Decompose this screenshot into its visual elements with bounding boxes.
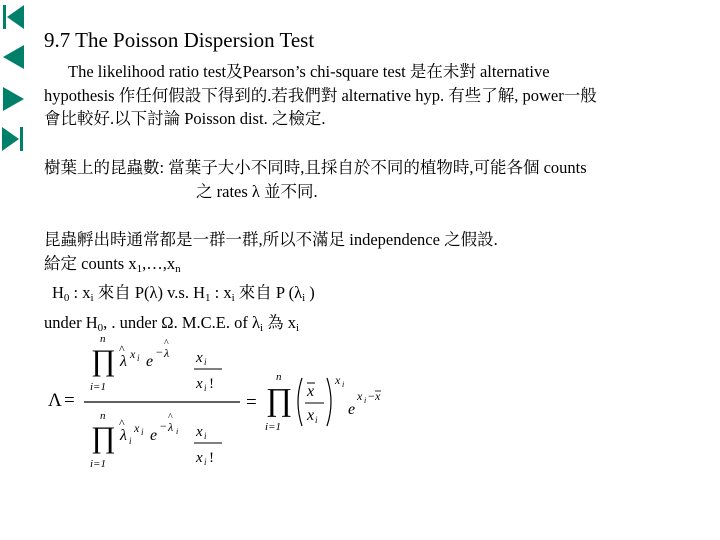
skip-to-first-icon [0, 2, 26, 32]
counts-line: 給定 counts $x_1,\dots,x_n$ [44, 253, 181, 275]
first-slide-button[interactable] [0, 2, 26, 34]
den-hat: ^ [119, 416, 125, 430]
num-e: e [146, 353, 154, 370]
num-exp-lambda: λ [164, 346, 170, 360]
num-xi-exp: x [130, 347, 136, 361]
den-exp-hat: ^ [168, 412, 173, 423]
num-frac-xfact-sub: i [204, 383, 207, 393]
num-frac-bang: ! [209, 376, 214, 392]
rhs-right-paren [327, 378, 331, 426]
num-frac-x: x [196, 350, 203, 366]
intro-line-2: hypothesis 作任何假設下得到的.若我們對 alternative hyp. 有些了解, power一般 [44, 85, 597, 105]
rhs-exp-x-sub: i [342, 380, 345, 389]
num-prod-lower: i=1 [90, 381, 106, 393]
slide-title: 9.7 The Poisson Dispersion Test [44, 28, 315, 52]
previous-triangle-icon [0, 42, 26, 72]
insect-example-paragraph [44, 156, 587, 203]
den-e: e [150, 427, 158, 444]
equals-sign-2: = [246, 392, 257, 413]
den-xi-exp: x [134, 421, 140, 435]
den-lambda-hat: λ [120, 427, 127, 444]
skip-to-last-icon [0, 124, 26, 154]
den-product-symbol: ∏ [91, 421, 116, 454]
den-frac-x: x [196, 424, 203, 440]
intro-line-3: 會比較好.以下討論 Poisson dist. 之檢定. [44, 109, 326, 128]
den-lambda-sub: i [129, 436, 132, 446]
rhs-x-sub: i [315, 415, 318, 425]
next-slide-button[interactable] [0, 84, 26, 116]
num-frac-xfact: x [196, 376, 203, 392]
previous-slide-button[interactable] [0, 42, 26, 74]
den-prod-upper: n [100, 410, 106, 422]
num-exp-hat: ^ [164, 338, 169, 349]
rhs-prod-upper: n [276, 371, 282, 383]
num-product-symbol: ∏ [91, 344, 116, 377]
rhs-prod-lower: i=1 [265, 421, 281, 433]
last-slide-button[interactable] [0, 124, 26, 156]
num-prod-upper: n [100, 333, 106, 345]
insect-line-1: 樹葉上的昆蟲數: 當葉子大小不同時,且採自於不同的植物時,可能各個 counts [44, 158, 587, 177]
rhs-e: e [348, 401, 356, 418]
likelihood-ratio-formula [44, 330, 384, 480]
den-prod-lower: i=1 [90, 458, 106, 470]
equals-sign-1: = [64, 390, 75, 411]
independence-line: 昆蟲孵出時通常都是一群一群,所以不滿足 independence 之假設. [44, 230, 498, 249]
den-exp-lambda: λ [168, 420, 174, 434]
den-frac-bang: ! [209, 450, 214, 466]
insect-line-2: 之 rates λ 並不同. [196, 181, 318, 201]
den-exp-lambda-sub: i [176, 427, 179, 436]
hypothesis-paragraph [44, 228, 498, 340]
hypotheses-line: $H_0$ : $x_i$ 來自 P(λ) v.s. $H_1$ : $x_i$ 來自 P ($\lambda_i$ ) [52, 283, 315, 304]
num-minus: − [156, 345, 163, 359]
rhs-exp-x: x [335, 373, 341, 387]
next-triangle-icon [0, 84, 26, 114]
den-minus: − [160, 419, 167, 433]
num-xi-exp-sub: i [137, 353, 140, 363]
rhs-e-exp-minus: − [368, 389, 375, 403]
rhs-e-exp-x: x [357, 389, 363, 403]
rhs-e-exp-xbar: x [375, 389, 381, 403]
den-xi-exp-sub: i [141, 427, 144, 437]
den-frac-x-sub: i [204, 431, 207, 441]
intro-paragraph [44, 60, 597, 131]
rhs-left-paren [298, 378, 302, 426]
mle-line: under $H_0$, . under Ω. M.C.E. of $\lambda_i$ 為 $x_i$ [44, 312, 300, 334]
rhs-x: x [307, 407, 315, 424]
den-frac-xfact: x [196, 450, 203, 466]
rhs-e-exp-x-sub: i [364, 396, 367, 405]
den-frac-xfact-sub: i [204, 457, 207, 467]
num-frac-x-sub: i [204, 357, 207, 367]
rhs-xbar: x [307, 383, 315, 400]
intro-line-1: The likelihood ratio test及Pearson’s chi-square test 是在未對 alternative [68, 62, 550, 81]
num-hat: ^ [119, 342, 125, 356]
num-lambda-hat: λ [120, 353, 127, 370]
lambda-symbol: Λ [48, 390, 62, 411]
rhs-product-symbol: ∏ [266, 381, 293, 417]
